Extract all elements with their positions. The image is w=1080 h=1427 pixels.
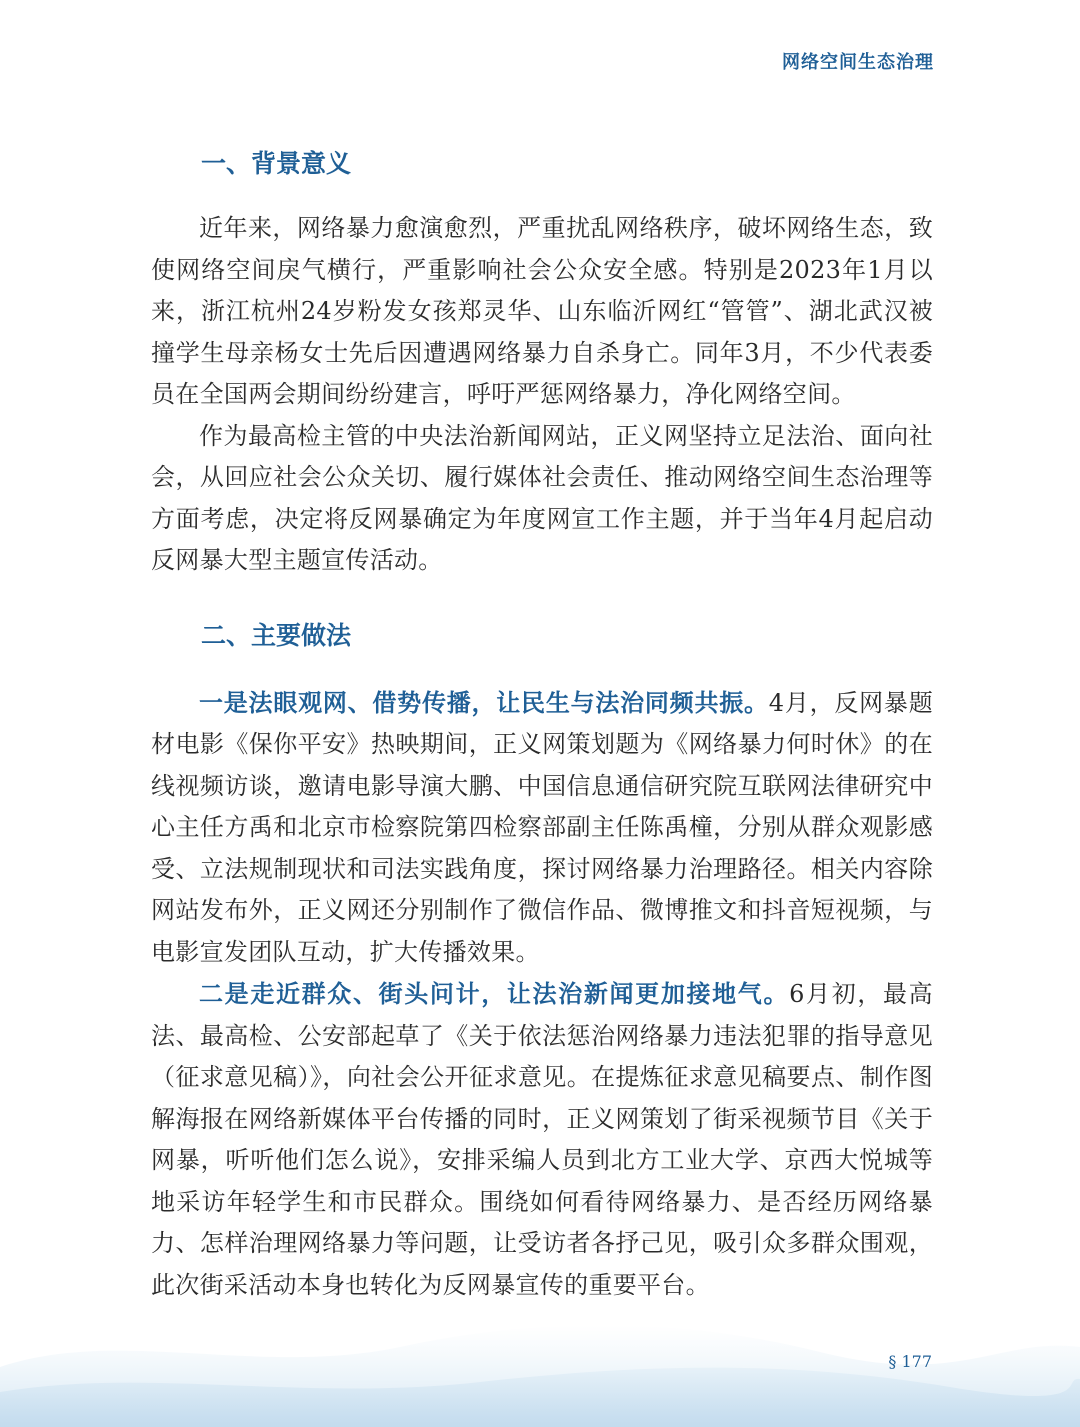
paragraph-background-1: 近年来，网络暴力愈演愈烈，严重扰乱网络秩序，破坏网络生态，致使网络空间戾气横行，严重影响社会公众安全感。特别是2023年1月以来，浙江杭州24岁粉发女孩郑灵华、山东临沂网红“管管”、湖北武汉被撞学生母亲杨女士先后因遭遇网络暴力自杀身亡。同年3月，不少代表委员在全国两会期间纷纷建言，呼吁严惩网络暴力，净化网络空间。: [151, 214, 933, 408]
paragraph-practice-2: [151, 973, 933, 1306]
paragraph-text: 6月初，最高法、最高检、公安部起草了《关于依法惩治网络暴力违法犯罪的指导意见（征求意见稿）》，向社会公开征求意见。在提炼征求意见稿要点、制作图解海报在网络新媒体平台传播的同时，正义网策划了街采视频节目《关于网暴，听听他们怎么说》，安排采编人员到北方工业大学、京西大悦城等地采访年轻学生和市民群众。围绕如何看待网络暴力、是否经历网络暴力、怎样治理网络暴力等问题，让受访者各抒己见，吸引众多群众围观，此次街采活动本身也转化为反网暴宣传的重要平台。: [151, 980, 933, 1299]
paragraph-practice-1: [151, 682, 933, 974]
page-body: [151, 140, 933, 1306]
section-heading-background: 一、背景意义: [201, 149, 352, 178]
paragraph-lead: 二是走近群众、街头问计，让法治新闻更加接地气。: [199, 979, 790, 1008]
paragraph-text: 4月，反网暴题材电影《保你平安》热映期间，正义网策划题为《网络暴力何时休》的在线视频访谈，邀请电影导演大鹏、中国信息通信研究院互联网法律研究中心主任方禹和北京市检察院第四检察部副主任陈禹橦，分别从群众观影感受、立法规制现状和司法实践角度，探讨网络暴力治理路径。相关内容除网站发布外，正义网还分别制作了微信作品、微博推文和抖音短视频，与电影宣发团队互动，扩大传播效果。: [151, 688, 933, 966]
paragraph-background-2: 作为最高检主管的中央法治新闻网站，正义网坚持立足法治、面向社会，从回应社会公众关切、履行媒体社会责任、推动网络空间生态治理等方面考虑，决定将反网暴确定为年度网宣工作主题，并于当年4月起启动反网暴大型主题宣传活动。: [151, 421, 933, 574]
page-number: § 177: [888, 1352, 932, 1371]
running-header: 网络空间生态治理: [782, 52, 934, 73]
section-heading-practices: 二、主要做法: [201, 620, 352, 650]
paragraph-lead: 一是法眼观网、借势传播，让民生与法治同频共振。: [199, 687, 769, 717]
